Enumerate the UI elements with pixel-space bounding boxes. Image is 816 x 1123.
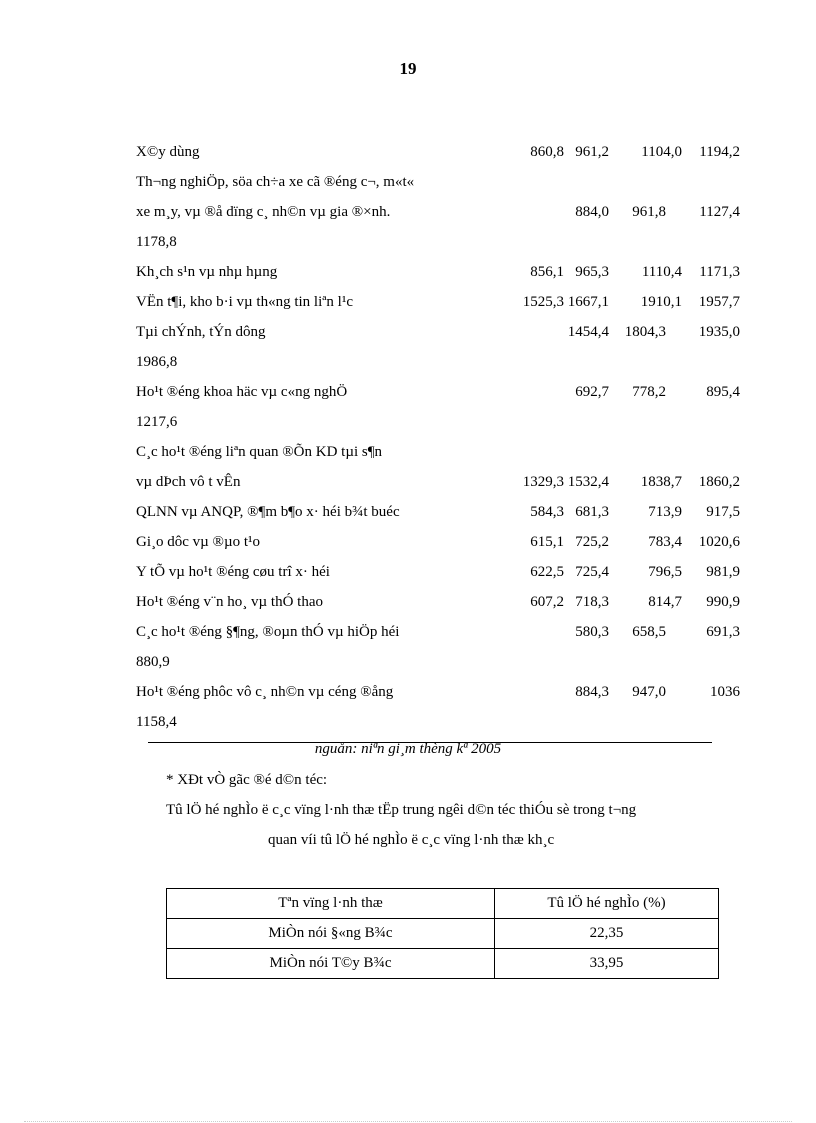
row-value: 1329,3 bbox=[522, 474, 564, 490]
row-value: 1104,0 bbox=[641, 144, 682, 160]
row-value: 1194,2 bbox=[699, 144, 740, 160]
row-value: 1127,4 bbox=[699, 204, 740, 220]
page-number: 19 bbox=[399, 59, 417, 78]
row-value: 895,4 bbox=[706, 384, 740, 400]
row-value: 580,3 bbox=[575, 624, 609, 640]
table-row bbox=[136, 594, 740, 616]
row-value: 981,9 bbox=[706, 564, 740, 580]
row-label: xe m¸y, vµ ®å dïng c¸ nh©n vµ gia ®×nh. bbox=[136, 204, 391, 220]
row-value: 990,9 bbox=[706, 594, 740, 610]
row-value: 1957,7 bbox=[698, 294, 740, 310]
page-bottom-border bbox=[24, 1121, 792, 1122]
row-value: 884,0 bbox=[575, 204, 609, 220]
note-heading: * XÐt vÒ gãc ®é d©n téc: bbox=[166, 772, 328, 788]
row-value: 1525,3 bbox=[522, 294, 564, 310]
row-value: 778,2 bbox=[632, 384, 666, 400]
region-name: MiÒn nói T©y B¾c bbox=[167, 949, 495, 979]
row-value-wrapped: 1986,8 bbox=[136, 354, 178, 370]
row-value: 884,3 bbox=[575, 684, 609, 700]
row-value-wrapped: 1158,4 bbox=[136, 714, 177, 730]
table-header-region: Tªn vïng l·nh thæ bbox=[167, 889, 495, 919]
poverty-rate: 33,95 bbox=[495, 949, 719, 979]
row-value: 1860,2 bbox=[698, 474, 740, 490]
table-row bbox=[136, 384, 740, 406]
row-value: 1532,4 bbox=[567, 474, 609, 490]
row-label: Ho¹t ®éng phôc vô c¸ nh©n vµ céng ®ång bbox=[136, 684, 394, 700]
table-row bbox=[136, 174, 740, 196]
table-row bbox=[136, 474, 740, 496]
table-row bbox=[167, 919, 719, 949]
row-value: 961,2 bbox=[575, 144, 609, 160]
row-label: C¸c ho¹t ®éng liªn quan ®Õn KD tµi s¶n bbox=[136, 444, 383, 460]
row-value: 856,1 bbox=[530, 264, 564, 280]
table-row bbox=[136, 534, 740, 556]
row-value: 917,5 bbox=[706, 504, 740, 520]
row-value: 1020,6 bbox=[698, 534, 740, 550]
row-value: 713,9 bbox=[648, 504, 682, 520]
table-header-rate: Tû lÖ hé nghÌo (%) bbox=[495, 889, 719, 919]
row-label: VËn t¶i, kho b·i vµ th«ng tin liªn l¹c bbox=[136, 294, 353, 310]
source-citation: nguån: niªn gi¸m thèng kª 2005 bbox=[314, 741, 502, 757]
row-value: 681,3 bbox=[575, 504, 609, 520]
row-value: 1838,7 bbox=[640, 474, 682, 490]
row-label: QLNN vµ ANQP, ®¶m b¶o x· héi b¾t buéc bbox=[136, 504, 400, 520]
row-value: 961,8 bbox=[632, 204, 666, 220]
row-value: 615,1 bbox=[530, 534, 564, 550]
row-value: 783,4 bbox=[648, 534, 682, 550]
row-label: Th¬ng nghiÖp, söa ch÷a xe cã ®éng c¬, m«t« bbox=[136, 174, 415, 190]
table-row bbox=[136, 144, 740, 166]
row-value: 718,3 bbox=[575, 594, 609, 610]
row-value-wrapped: 1217,6 bbox=[136, 414, 178, 430]
row-value: 725,2 bbox=[575, 534, 609, 550]
table-row bbox=[136, 444, 740, 466]
row-label: vµ dÞch vô t vÊn bbox=[136, 474, 241, 490]
row-value: 607,2 bbox=[530, 594, 564, 610]
row-value: 1110,4 bbox=[641, 264, 682, 280]
row-value-wrapped: 880,9 bbox=[136, 654, 170, 670]
table-row bbox=[136, 324, 740, 346]
row-value: 584,3 bbox=[530, 504, 564, 520]
row-label: Y tÕ vµ ho¹t ®éng cøu trî x· héi bbox=[136, 564, 330, 580]
row-value: 814,7 bbox=[648, 594, 682, 610]
poverty-rate: 22,35 bbox=[495, 919, 719, 949]
row-value-wrapped: 1178,8 bbox=[136, 234, 177, 250]
table-row bbox=[167, 949, 719, 979]
row-label: Kh¸ch s¹n vµ nhµ hµng bbox=[136, 264, 278, 280]
table-row bbox=[136, 684, 740, 706]
row-value: 725,4 bbox=[575, 564, 609, 580]
row-value: 1935,0 bbox=[698, 324, 740, 340]
row-label: X©y dùng bbox=[136, 144, 200, 160]
row-value: 1804,3 bbox=[624, 324, 666, 340]
row-value: 1667,1 bbox=[567, 294, 609, 310]
poverty-rate-table bbox=[166, 888, 719, 979]
table-row bbox=[136, 624, 740, 646]
table-row bbox=[136, 264, 740, 286]
table-row bbox=[136, 564, 740, 586]
row-value: 1171,3 bbox=[699, 264, 740, 280]
row-value: 1454,4 bbox=[567, 324, 609, 340]
row-value: 622,5 bbox=[530, 564, 564, 580]
row-label: Tµi chÝnh, tÝn dông bbox=[136, 324, 266, 340]
row-label: C¸c ho¹t ®éng §¶ng, ®oµn thÓ vµ hiÖp héi bbox=[136, 624, 400, 640]
row-label: Ho¹t ®éng khoa häc vµ c«ng nghÖ bbox=[136, 384, 348, 400]
row-value: 965,3 bbox=[575, 264, 609, 280]
row-label: Gi¸o dôc vµ ®µo t¹o bbox=[136, 534, 260, 550]
table-row bbox=[136, 504, 740, 526]
table-row bbox=[136, 294, 740, 316]
table-row bbox=[136, 204, 740, 226]
row-value: 691,3 bbox=[706, 624, 740, 640]
table-header-row bbox=[167, 889, 719, 919]
note-paragraph-line-1: Tû lÖ hé nghÌo ë c¸c vïng l·nh thæ tËp trung ngêi d©n téc thiÓu sè trong t¬ng bbox=[166, 802, 637, 818]
row-value: 860,8 bbox=[530, 144, 564, 160]
row-value: 1036 bbox=[710, 684, 740, 700]
row-value: 692,7 bbox=[575, 384, 609, 400]
row-value: 1910,1 bbox=[640, 294, 682, 310]
row-value: 796,5 bbox=[648, 564, 682, 580]
row-label: Ho¹t ®éng v¨n ho¸ vµ thÓ thao bbox=[136, 594, 324, 610]
row-value: 658,5 bbox=[632, 624, 666, 640]
row-value: 947,0 bbox=[632, 684, 666, 700]
note-paragraph-line-2: quan víi tû lÖ hé nghÌo ë c¸c vïng l·nh thæ kh¸c bbox=[268, 832, 555, 848]
region-name: MiÒn nói §«ng B¾c bbox=[167, 919, 495, 949]
